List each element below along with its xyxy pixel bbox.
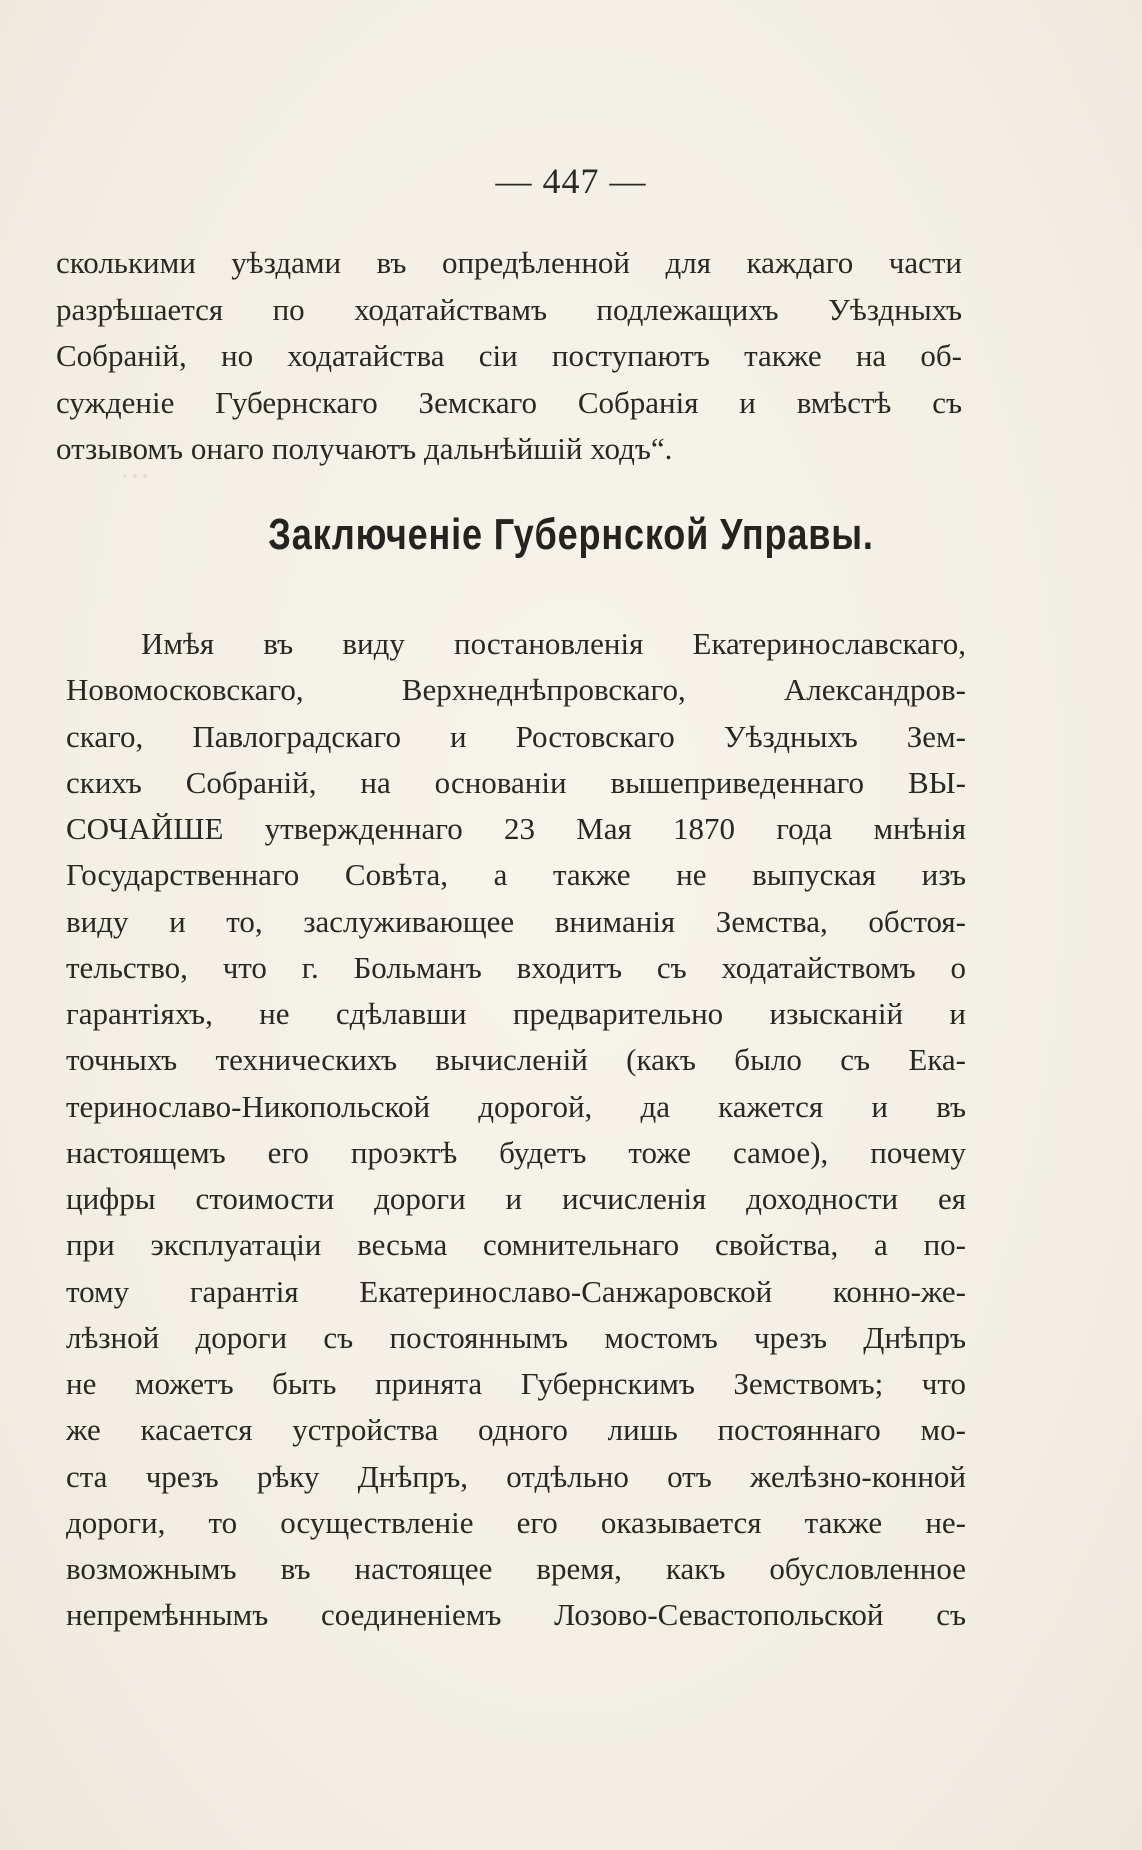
bleed-through-mark: ···: [120, 460, 150, 493]
text-line: Имѣя въ виду постановленія Екатеринославскаго,: [141, 626, 966, 661]
top-paragraph: [56, 240, 962, 473]
body-paragraph: [66, 621, 966, 1639]
text-line: непремѣннымъ соединеніемъ Лозово-Севастопольской съ: [66, 1597, 966, 1633]
text-line: теринославо-Никопольской дорогой, да кажется и въ: [66, 1088, 966, 1124]
text-line: при эксплуатаціи весьма сомнительнаго свойства, а по-: [66, 1227, 966, 1263]
text-line: точныхъ техническихъ вычисленій (какъ было съ Ека-: [66, 1042, 966, 1078]
text-line: сужденіе Губернскаго Земскаго Собранія и вмѣстѣ съ: [56, 384, 962, 420]
text-line: скаго, Павлоградскаго и Ростовскаго Уѣздныхъ Зем-: [66, 718, 966, 754]
text-line: Государственнаго Совѣта, а также не выпуская изъ: [66, 857, 966, 893]
text-line: гарантіяхъ, не сдѣлавши предварительно изысканій и: [66, 996, 966, 1031]
text-line: Новомосковскаго, Верхнеднѣпровскаго, Александров-: [66, 672, 966, 708]
text-line: СОЧАЙШЕ утвержденнаго 23 Мая 1870 года мнѣнія: [66, 811, 966, 846]
text-line: же касается устройства одного лишь постояннаго мо-: [66, 1412, 966, 1448]
text-line: не можетъ быть принята Губернскимъ Земствомъ; что: [66, 1366, 966, 1401]
text-line: дороги, то осуществленіе его оказывается также не-: [66, 1504, 966, 1540]
text-line: цифры стоимости дороги и исчисленія доходности ея: [66, 1181, 966, 1216]
text-line: ста чрезъ рѣку Днѣпръ, отдѣльно отъ желѣзно-конной: [66, 1458, 966, 1494]
text-line: виду и то, заслуживающее вниманія Земства, обстоя-: [66, 903, 966, 939]
text-line: скихъ Собраній, на основаніи вышеприведеннаго ВЫ-: [66, 764, 966, 800]
text-line: возможнымъ въ настоящее время, какъ обусловленное: [66, 1551, 966, 1586]
page-number: — 447 —: [495, 161, 647, 201]
text-line: лѣзной дороги съ постояннымъ мостомъ чрезъ Днѣпръ: [66, 1319, 966, 1355]
text-line: Собраній, но ходатайства сіи поступаютъ также на об-: [56, 338, 962, 373]
text-line: разрѣшается по ходатайствамъ подлежащихъ Уѣздныхъ: [56, 291, 962, 327]
text-line: настоящемъ его проэктѣ будетъ тоже самое), почему: [66, 1134, 966, 1170]
text-line: сколькими уѣздами въ опредѣленной для каждаго части: [56, 245, 962, 280]
section-heading: Заключеніе Губернской Управы.: [268, 510, 874, 559]
text-line: тому гарантія Екатеринославо-Санжаровской конно-же-: [66, 1273, 966, 1309]
text-line: отзывомъ онаго получаютъ дальнѣйшій ходъ“.: [56, 431, 673, 466]
text-line: тельство, что г. Больманъ входитъ съ ходатайствомъ о: [66, 949, 966, 985]
